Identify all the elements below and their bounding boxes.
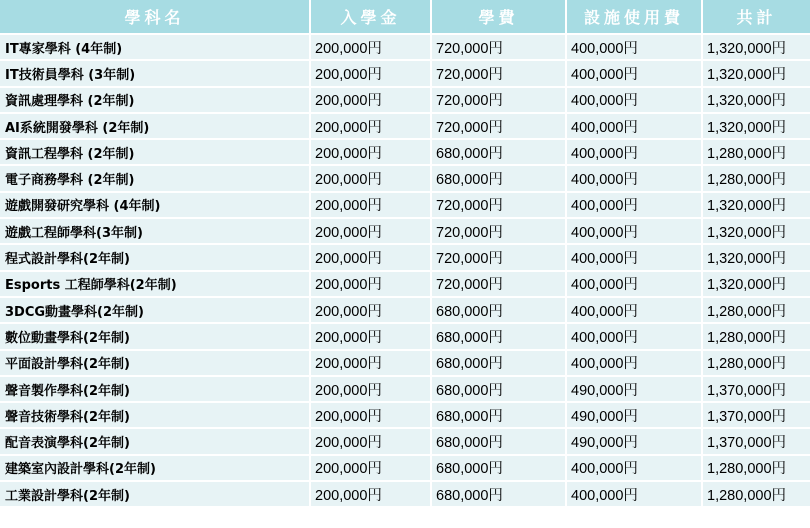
cell-department-name: 程式設計學科(2年制) bbox=[0, 245, 311, 271]
cell-total: 1,280,000円 bbox=[703, 298, 810, 324]
cell-total: 1,320,000円 bbox=[703, 193, 810, 219]
cell-facility-fee: 400,000円 bbox=[567, 482, 703, 508]
table-body bbox=[0, 35, 810, 508]
cell-admission-fee: 200,000円 bbox=[311, 140, 432, 166]
cell-facility-fee: 400,000円 bbox=[567, 140, 703, 166]
cell-tuition: 680,000円 bbox=[432, 166, 567, 192]
cell-facility-fee: 400,000円 bbox=[567, 35, 703, 61]
cell-facility-fee: 400,000円 bbox=[567, 219, 703, 245]
cell-total: 1,370,000円 bbox=[703, 403, 810, 429]
cell-department-name: 資訊工程學科 (2年制) bbox=[0, 140, 311, 166]
table-header bbox=[0, 0, 810, 35]
cell-total: 1,280,000円 bbox=[703, 482, 810, 508]
cell-total: 1,280,000円 bbox=[703, 166, 810, 192]
cell-admission-fee: 200,000円 bbox=[311, 298, 432, 324]
cell-admission-fee: 200,000円 bbox=[311, 429, 432, 455]
cell-facility-fee: 400,000円 bbox=[567, 166, 703, 192]
cell-facility-fee: 490,000円 bbox=[567, 377, 703, 403]
cell-tuition: 720,000円 bbox=[432, 114, 567, 140]
cell-total: 1,280,000円 bbox=[703, 351, 810, 377]
cell-admission-fee: 200,000円 bbox=[311, 61, 432, 87]
cell-facility-fee: 490,000円 bbox=[567, 403, 703, 429]
cell-department-name: 3DCG動畫學科(2年制) bbox=[0, 298, 311, 324]
cell-department-name: 遊戲工程師學科(3年制) bbox=[0, 219, 311, 245]
cell-department-name: 建築室內設計學科(2年制) bbox=[0, 456, 311, 482]
table-row bbox=[0, 114, 810, 140]
cell-tuition: 680,000円 bbox=[432, 456, 567, 482]
table-row bbox=[0, 272, 810, 298]
table-row bbox=[0, 245, 810, 271]
table-row bbox=[0, 324, 810, 350]
table-row bbox=[0, 351, 810, 377]
header-total: 共計 bbox=[703, 0, 810, 35]
cell-total: 1,280,000円 bbox=[703, 324, 810, 350]
cell-tuition: 720,000円 bbox=[432, 88, 567, 114]
cell-total: 1,320,000円 bbox=[703, 88, 810, 114]
cell-facility-fee: 490,000円 bbox=[567, 429, 703, 455]
cell-total: 1,370,000円 bbox=[703, 429, 810, 455]
table-row bbox=[0, 377, 810, 403]
cell-department-name: 平面設計學科(2年制) bbox=[0, 351, 311, 377]
cell-department-name: 數位動畫學科(2年制) bbox=[0, 324, 311, 350]
cell-tuition: 680,000円 bbox=[432, 482, 567, 508]
table-row bbox=[0, 403, 810, 429]
table-row bbox=[0, 140, 810, 166]
cell-department-name: 聲音技術學科(2年制) bbox=[0, 403, 311, 429]
header-department-name: 學科名 bbox=[0, 0, 311, 35]
cell-tuition: 720,000円 bbox=[432, 61, 567, 87]
header-tuition: 學費 bbox=[432, 0, 567, 35]
header-facility-fee: 設施使用費 bbox=[567, 0, 703, 35]
cell-tuition: 720,000円 bbox=[432, 35, 567, 61]
cell-total: 1,280,000円 bbox=[703, 456, 810, 482]
cell-department-name: 工業設計學科(2年制) bbox=[0, 482, 311, 508]
cell-total: 1,320,000円 bbox=[703, 61, 810, 87]
cell-department-name: 電子商務學科 (2年制) bbox=[0, 166, 311, 192]
table-row bbox=[0, 429, 810, 455]
cell-total: 1,320,000円 bbox=[703, 245, 810, 271]
cell-total: 1,370,000円 bbox=[703, 377, 810, 403]
cell-admission-fee: 200,000円 bbox=[311, 351, 432, 377]
cell-department-name: AI系統開發學科 (2年制) bbox=[0, 114, 311, 140]
cell-facility-fee: 400,000円 bbox=[567, 88, 703, 114]
cell-tuition: 680,000円 bbox=[432, 140, 567, 166]
cell-admission-fee: 200,000円 bbox=[311, 219, 432, 245]
cell-admission-fee: 200,000円 bbox=[311, 245, 432, 271]
header-row bbox=[0, 0, 810, 35]
cell-tuition: 680,000円 bbox=[432, 429, 567, 455]
cell-department-name: 聲音製作學科(2年制) bbox=[0, 377, 311, 403]
cell-admission-fee: 200,000円 bbox=[311, 482, 432, 508]
cell-admission-fee: 200,000円 bbox=[311, 193, 432, 219]
cell-tuition: 680,000円 bbox=[432, 298, 567, 324]
cell-total: 1,280,000円 bbox=[703, 140, 810, 166]
cell-tuition: 720,000円 bbox=[432, 245, 567, 271]
cell-tuition: 680,000円 bbox=[432, 351, 567, 377]
table-row bbox=[0, 61, 810, 87]
cell-facility-fee: 400,000円 bbox=[567, 324, 703, 350]
table-row bbox=[0, 482, 810, 508]
table-row bbox=[0, 35, 810, 61]
table-row bbox=[0, 298, 810, 324]
cell-department-name: Esports 工程師學科(2年制) bbox=[0, 272, 311, 298]
cell-tuition: 720,000円 bbox=[432, 193, 567, 219]
cell-admission-fee: 200,000円 bbox=[311, 114, 432, 140]
header-admission-fee: 入學金 bbox=[311, 0, 432, 35]
cell-total: 1,320,000円 bbox=[703, 114, 810, 140]
cell-total: 1,320,000円 bbox=[703, 219, 810, 245]
cell-department-name: 資訊處理學科 (2年制) bbox=[0, 88, 311, 114]
cell-tuition: 680,000円 bbox=[432, 403, 567, 429]
table-row bbox=[0, 166, 810, 192]
cell-admission-fee: 200,000円 bbox=[311, 456, 432, 482]
cell-admission-fee: 200,000円 bbox=[311, 88, 432, 114]
cell-admission-fee: 200,000円 bbox=[311, 272, 432, 298]
cell-facility-fee: 400,000円 bbox=[567, 114, 703, 140]
table-row bbox=[0, 219, 810, 245]
cell-admission-fee: 200,000円 bbox=[311, 166, 432, 192]
cell-facility-fee: 400,000円 bbox=[567, 61, 703, 87]
cell-department-name: IT技術員學科 (3年制) bbox=[0, 61, 311, 87]
cell-department-name: 遊戲開發研究學科 (4年制) bbox=[0, 193, 311, 219]
table-row bbox=[0, 88, 810, 114]
table-row bbox=[0, 456, 810, 482]
cell-department-name: 配音表演學科(2年制) bbox=[0, 429, 311, 455]
cell-admission-fee: 200,000円 bbox=[311, 403, 432, 429]
cell-total: 1,320,000円 bbox=[703, 272, 810, 298]
cell-tuition: 680,000円 bbox=[432, 324, 567, 350]
cell-department-name: IT專家學科 (4年制) bbox=[0, 35, 311, 61]
cell-tuition: 720,000円 bbox=[432, 219, 567, 245]
cell-tuition: 720,000円 bbox=[432, 272, 567, 298]
cell-admission-fee: 200,000円 bbox=[311, 324, 432, 350]
cell-facility-fee: 400,000円 bbox=[567, 193, 703, 219]
cell-facility-fee: 400,000円 bbox=[567, 272, 703, 298]
cell-admission-fee: 200,000円 bbox=[311, 377, 432, 403]
table-row bbox=[0, 193, 810, 219]
cell-facility-fee: 400,000円 bbox=[567, 298, 703, 324]
cell-total: 1,320,000円 bbox=[703, 35, 810, 61]
cell-tuition: 680,000円 bbox=[432, 377, 567, 403]
cell-facility-fee: 400,000円 bbox=[567, 351, 703, 377]
cell-facility-fee: 400,000円 bbox=[567, 245, 703, 271]
cell-admission-fee: 200,000円 bbox=[311, 35, 432, 61]
cell-facility-fee: 400,000円 bbox=[567, 456, 703, 482]
